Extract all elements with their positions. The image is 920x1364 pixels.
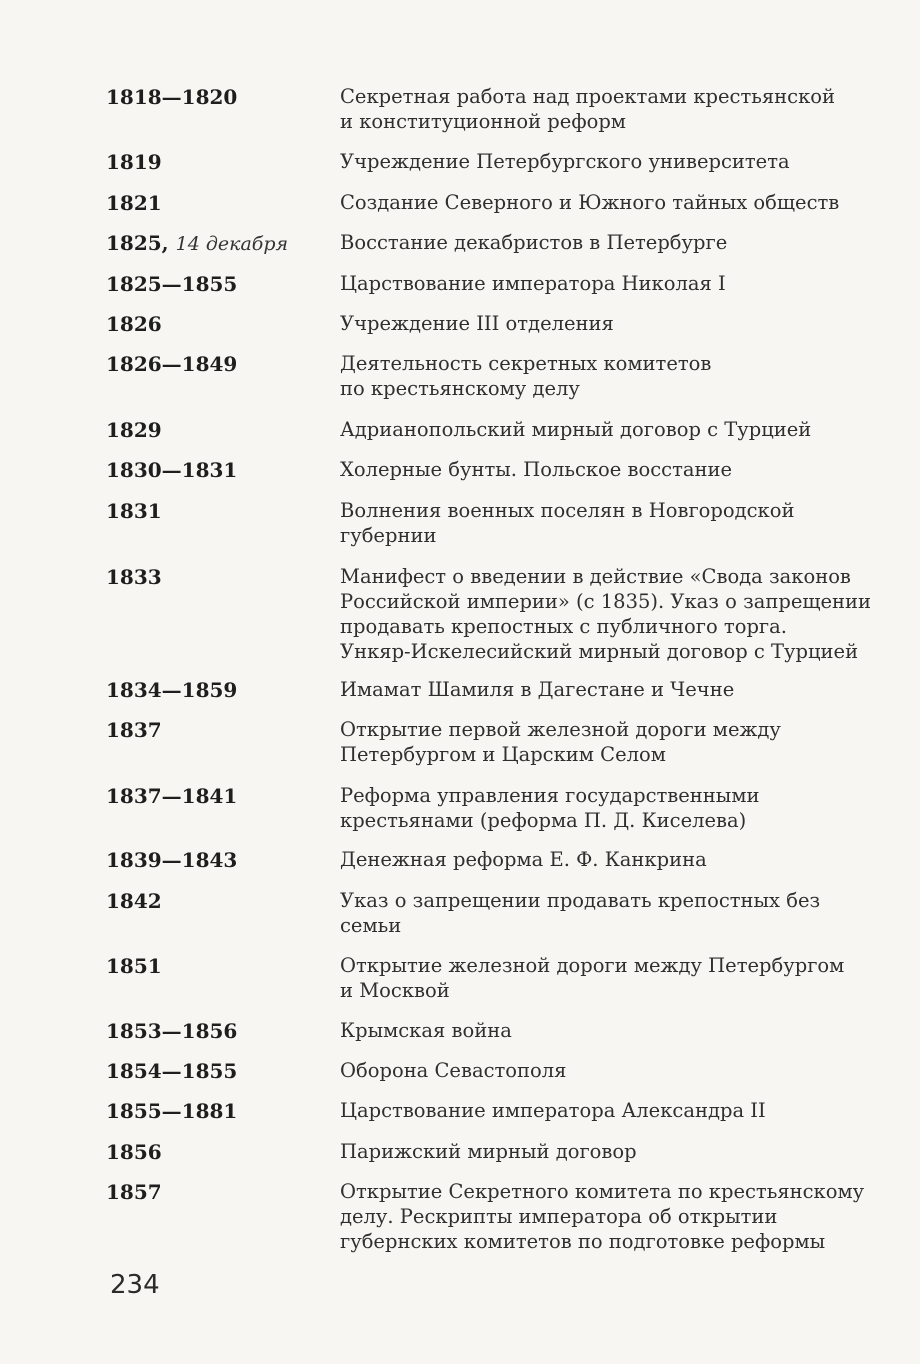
timeline-entry xyxy=(106,1098,886,1139)
timeline-entry xyxy=(106,190,886,230)
entry-text: Царствование императора Александра II xyxy=(340,1099,766,1122)
entry-text: Волнения военных поселян в Новгородской губернии xyxy=(340,499,795,547)
entry-text: Указ о запрещении продавать крепостных без семьи xyxy=(340,889,821,937)
entry-text: Адрианопольский мирный договор с Турцией xyxy=(340,418,812,441)
entry-text: Открытие Секретного комитета по крестьянскому делу. Рескрипты императора об открытии губернских комитетов по подготовке реформы xyxy=(340,1180,865,1253)
entry-date: 1857 xyxy=(106,1180,162,1204)
chronology-list xyxy=(106,84,886,1259)
timeline-entry xyxy=(106,783,886,847)
entry-text: Крымская война xyxy=(340,1019,512,1042)
entry-date: 1830—1831 xyxy=(106,458,238,482)
timeline-entry xyxy=(106,677,886,717)
timeline-entry xyxy=(106,351,886,417)
entry-date: 1825—1855 xyxy=(106,272,238,296)
entry-date: 1833 xyxy=(106,565,162,589)
timeline-entry xyxy=(106,953,886,1018)
timeline-entry xyxy=(106,457,886,498)
entry-text: Парижский мирный договор xyxy=(340,1140,637,1163)
entry-text: Секретная работа над проектами крестьянской и конституционной реформ xyxy=(340,85,836,133)
entry-text: Деятельность секретных комитетов по крестьянскому делу xyxy=(340,352,712,400)
entry-text: Открытие железной дороги между Петербургом и Москвой xyxy=(340,954,845,1002)
timeline-entry xyxy=(106,564,886,677)
entry-date-note: 14 декабря xyxy=(175,233,289,255)
timeline-entry xyxy=(106,230,886,271)
entry-text: Учреждение Петербургского университета xyxy=(340,150,790,173)
page-number: 234 xyxy=(110,1270,160,1300)
timeline-entry xyxy=(106,1058,886,1098)
entry-date: 1856 xyxy=(106,1140,162,1164)
timeline-entry xyxy=(106,847,886,888)
timeline-entry xyxy=(106,84,886,149)
entry-date: 1854—1855 xyxy=(106,1059,238,1083)
entry-date: 1826 xyxy=(106,312,162,336)
entry-text: Открытие первой железной дороги между Петербургом и Царским Селом xyxy=(340,718,781,766)
entry-text: Создание Северного и Южного тайных обществ xyxy=(340,191,840,214)
entry-text: Реформа управления государственными крестьянами (реформа П. Д. Киселева) xyxy=(340,784,760,832)
timeline-entry xyxy=(106,1179,886,1259)
entry-date: 1818—1820 xyxy=(106,85,238,109)
timeline-entry xyxy=(106,888,886,953)
entry-date: 1837 xyxy=(106,718,162,742)
entry-date: 1831 xyxy=(106,499,162,523)
entry-text: Имамат Шамиля в Дагестане и Чечне xyxy=(340,678,735,701)
timeline-entry xyxy=(106,311,886,351)
timeline-entry xyxy=(106,498,886,564)
entry-text: Царствование императора Николая I xyxy=(340,272,726,295)
entry-text: Восстание декабристов в Петербурге xyxy=(340,231,728,254)
entry-date: 1825, 14 декабря xyxy=(106,231,289,255)
timeline-entry xyxy=(106,271,886,311)
entry-text: Холерные бунты. Польское восстание xyxy=(340,458,733,481)
entry-date: 1829 xyxy=(106,418,162,442)
entry-text: Оборона Севастополя xyxy=(340,1059,567,1082)
entry-date: 1855—1881 xyxy=(106,1099,238,1123)
entry-text: Денежная реформа Е. Ф. Канкрина xyxy=(340,848,707,871)
entry-date: 1839—1843 xyxy=(106,848,238,872)
timeline-entry xyxy=(106,149,886,190)
entry-date: 1834—1859 xyxy=(106,678,238,702)
timeline-entry xyxy=(106,1139,886,1179)
entry-date: 1819 xyxy=(106,150,162,174)
entry-text: Манифест о введении в действие «Свода законов Российской империи» (с 1835). Указ о запрещении продавать крепостных с публичного торга. Ункяр-Искелесийский мирный договор с Турцией xyxy=(340,565,872,663)
entry-date: 1842 xyxy=(106,889,162,913)
entry-date: 1826—1849 xyxy=(106,352,238,376)
entry-text: Учреждение III отделения xyxy=(340,312,614,335)
entry-date: 1851 xyxy=(106,954,162,978)
entry-date: 1837—1841 xyxy=(106,784,238,808)
entry-date: 1853—1856 xyxy=(106,1019,238,1043)
timeline-entry xyxy=(106,717,886,783)
entry-date: 1821 xyxy=(106,191,162,215)
timeline-entry xyxy=(106,1018,886,1058)
timeline-entry xyxy=(106,417,886,457)
